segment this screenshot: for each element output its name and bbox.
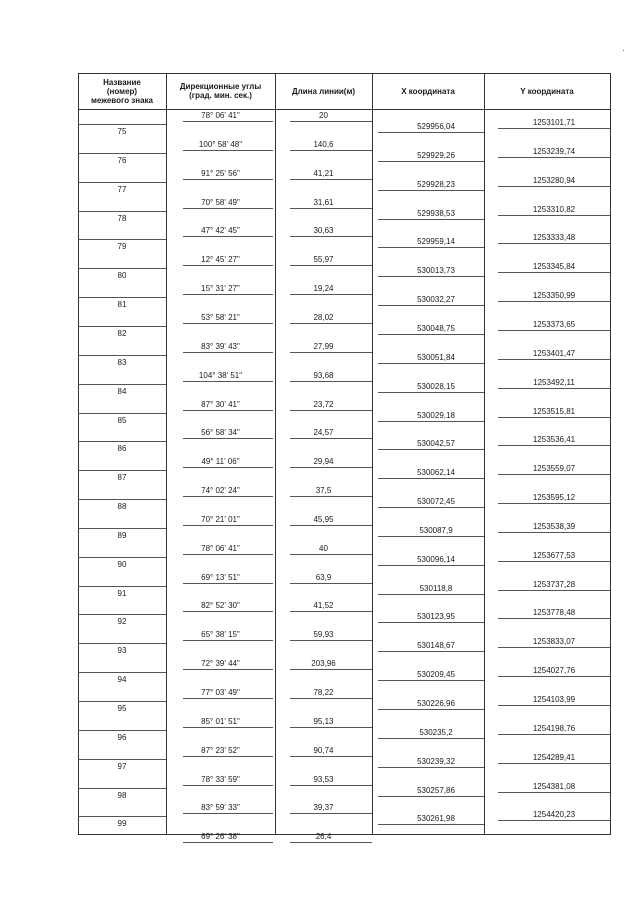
row-separator xyxy=(78,470,166,471)
segment-length: 27,99 xyxy=(313,341,334,351)
segment-length: 37,5 xyxy=(315,486,332,496)
header-name-line1: Название xyxy=(103,77,141,87)
row-underline xyxy=(183,208,273,209)
row-separator xyxy=(78,816,166,817)
row-underline xyxy=(290,785,372,786)
row-underline xyxy=(290,554,372,555)
segment-angle: 78° 06' 41" xyxy=(201,111,240,120)
row-underline xyxy=(498,618,610,619)
segment-length: 28,02 xyxy=(313,312,334,322)
row-underline xyxy=(378,651,484,652)
row-underline xyxy=(498,532,610,533)
row-separator xyxy=(78,413,166,414)
point-x-coordinate: 530209,45 xyxy=(417,670,455,680)
row-underline xyxy=(498,272,610,273)
row-underline xyxy=(183,640,273,641)
point-x-coordinate: 530123,95 xyxy=(417,612,455,622)
row-underline xyxy=(378,247,484,248)
point-x-coordinate: 530118,8 xyxy=(419,583,453,593)
row-underline xyxy=(290,410,372,411)
point-name: 87 xyxy=(117,473,127,483)
segment-angle: 87° 30' 41" xyxy=(201,399,240,409)
segment-angle: 72° 39' 44" xyxy=(201,659,240,669)
row-underline xyxy=(183,438,273,439)
segment-angle: 69° 26' 38" xyxy=(201,832,240,842)
column-divider xyxy=(484,73,485,835)
point-name: 77 xyxy=(117,184,127,194)
row-underline xyxy=(183,179,273,180)
point-y-coordinate: 1254420,23 xyxy=(532,810,576,820)
point-name: 91 xyxy=(117,588,127,598)
point-y-coordinate: 1253280,94 xyxy=(532,175,576,185)
row-underline xyxy=(498,388,610,389)
point-x-coordinate: 529928,23 xyxy=(417,179,455,189)
point-name: 84 xyxy=(117,386,127,396)
point-y-coordinate: 1253310,82 xyxy=(532,204,576,214)
segment-angle: 77° 03' 49" xyxy=(201,688,240,697)
header-point-name xyxy=(78,73,166,109)
header-y-label: Y координата xyxy=(520,86,574,96)
row-underline xyxy=(378,796,484,797)
header-angles-line1: Дирекционные углы xyxy=(179,82,262,91)
row-underline xyxy=(378,680,484,681)
row-underline xyxy=(378,622,484,623)
row-underline xyxy=(290,756,372,757)
row-underline xyxy=(183,756,273,757)
row-underline xyxy=(290,208,372,209)
segment-angle: 78° 06' 41" xyxy=(201,543,240,553)
segment-angle: 12° 45' 27" xyxy=(201,255,240,265)
segment-angle: 69° 13' 51" xyxy=(201,572,240,582)
segment-length: 39,37 xyxy=(313,803,334,813)
point-name: 81 xyxy=(117,300,127,310)
row-underline xyxy=(498,474,610,475)
point-x-coordinate: 530051,84 xyxy=(417,352,455,362)
row-underline xyxy=(498,417,610,418)
point-y-coordinate: 1253333,48 xyxy=(532,233,576,243)
point-name: 97 xyxy=(117,761,127,771)
row-underline xyxy=(183,265,273,266)
row-underline xyxy=(378,824,484,825)
row-underline xyxy=(290,265,372,266)
column-divider xyxy=(372,73,373,835)
row-underline xyxy=(183,150,273,151)
point-y-coordinate: 1253833,07 xyxy=(532,637,576,647)
row-underline xyxy=(183,583,273,584)
row-underline xyxy=(290,150,372,151)
point-x-coordinate: 530062,14 xyxy=(417,468,455,478)
segment-length: 19,24 xyxy=(313,284,334,294)
point-y-coordinate: 1253538,39 xyxy=(532,521,576,531)
segment-angle: 85° 01' 51" xyxy=(201,716,240,726)
row-separator xyxy=(78,586,166,587)
row-separator xyxy=(78,441,166,442)
row-separator xyxy=(78,528,166,529)
row-underline xyxy=(378,132,484,133)
row-separator xyxy=(78,211,166,212)
point-x-coordinate: 530072,45 xyxy=(417,497,455,507)
point-y-coordinate: 1254103,99 xyxy=(532,695,576,704)
row-underline xyxy=(183,611,273,612)
point-x-coordinate: 530029,18 xyxy=(417,410,455,420)
point-x-coordinate: 530261,98 xyxy=(417,814,455,824)
segment-length: 41,52 xyxy=(313,601,334,611)
segment-angle: 82° 52' 30" xyxy=(201,601,240,611)
point-name: 94 xyxy=(117,675,127,685)
point-y-coordinate: 1253677,53 xyxy=(532,550,576,560)
point-x-coordinate: 530048,75 xyxy=(417,323,455,333)
row-underline xyxy=(498,445,610,446)
row-underline xyxy=(290,525,372,526)
point-name: 99 xyxy=(117,819,127,829)
header-line-length xyxy=(275,73,372,109)
segment-length: 55,97 xyxy=(313,255,334,265)
point-y-coordinate: 1254027,76 xyxy=(532,666,576,676)
point-y-coordinate: 1254198,76 xyxy=(532,723,576,733)
point-x-coordinate: 530013,73 xyxy=(417,266,455,276)
row-separator xyxy=(78,730,166,731)
row-underline xyxy=(498,792,610,793)
row-underline xyxy=(498,128,610,129)
point-x-coordinate: 530226,96 xyxy=(417,699,455,708)
header-x-label: X координата xyxy=(401,86,455,96)
segment-angle: 65° 38' 15" xyxy=(201,630,240,640)
row-separator xyxy=(78,672,166,673)
row-underline xyxy=(290,640,372,641)
segment-length: 29,94 xyxy=(313,457,334,467)
scan-speck xyxy=(623,50,624,51)
point-x-coordinate: 530087,9 xyxy=(419,525,453,535)
row-underline xyxy=(290,121,372,122)
header-angles-line2: (град. мин. сек.) xyxy=(189,91,252,100)
segment-length: 23,72 xyxy=(313,399,334,409)
point-name: 75 xyxy=(117,127,127,136)
row-underline xyxy=(378,767,484,768)
point-x-coordinate: 529959,14 xyxy=(417,237,455,247)
point-name: 88 xyxy=(117,502,127,512)
row-underline xyxy=(183,352,273,353)
point-name: 98 xyxy=(117,790,127,800)
row-separator xyxy=(78,643,166,644)
segment-angle: 49° 11' 06" xyxy=(201,457,240,467)
row-underline xyxy=(378,161,484,162)
row-underline xyxy=(498,705,610,706)
row-underline xyxy=(183,236,273,237)
segment-length: 30,63 xyxy=(313,226,334,236)
segment-angle: 78° 33' 59" xyxy=(201,774,240,784)
row-underline xyxy=(378,421,484,422)
row-separator xyxy=(78,499,166,500)
row-underline xyxy=(183,842,273,843)
row-underline xyxy=(183,121,273,122)
row-underline xyxy=(498,215,610,216)
segment-length: 20 xyxy=(319,111,328,120)
header-divider xyxy=(78,109,611,110)
point-name: 89 xyxy=(117,530,127,540)
row-underline xyxy=(290,438,372,439)
point-name: 95 xyxy=(117,704,127,713)
point-name: 90 xyxy=(117,559,127,569)
point-y-coordinate: 1254289,41 xyxy=(532,752,576,762)
point-name: 96 xyxy=(117,732,127,742)
table-border-right xyxy=(610,73,611,835)
point-y-coordinate: 1253536,41 xyxy=(532,435,576,445)
segment-length: 41,21 xyxy=(313,168,334,178)
segment-length: 40 xyxy=(319,543,328,553)
row-separator xyxy=(78,268,166,269)
row-underline xyxy=(290,813,372,814)
segment-length: 203,96 xyxy=(311,659,336,669)
header-directional-angles xyxy=(166,73,275,109)
row-underline xyxy=(378,276,484,277)
segment-length: 78,22 xyxy=(313,688,334,697)
row-separator xyxy=(78,297,166,298)
row-underline xyxy=(498,734,610,735)
row-underline xyxy=(378,219,484,220)
row-underline xyxy=(378,709,484,710)
segment-angle: 15° 31' 27" xyxy=(201,284,240,294)
row-underline xyxy=(378,507,484,508)
row-underline xyxy=(183,727,273,728)
row-underline xyxy=(498,676,610,677)
row-underline xyxy=(498,359,610,360)
point-x-coordinate: 530096,14 xyxy=(417,554,455,564)
row-underline xyxy=(378,565,484,566)
point-y-coordinate: 1253559,07 xyxy=(532,464,576,474)
row-underline xyxy=(498,503,610,504)
segment-length: 26,4 xyxy=(315,832,332,842)
point-name: 78 xyxy=(117,213,127,223)
row-underline xyxy=(183,294,273,295)
segment-length: 45,95 xyxy=(313,514,334,524)
row-underline xyxy=(498,330,610,331)
row-underline xyxy=(183,496,273,497)
boundary-points-table xyxy=(78,73,611,842)
point-y-coordinate: 1253737,28 xyxy=(532,579,576,589)
row-underline xyxy=(183,554,273,555)
row-underline xyxy=(183,410,273,411)
row-underline xyxy=(290,179,372,180)
row-separator xyxy=(78,701,166,702)
point-y-coordinate: 1253373,65 xyxy=(532,319,576,329)
point-x-coordinate: 530148,67 xyxy=(417,641,455,651)
row-separator xyxy=(78,182,166,183)
row-underline xyxy=(498,561,610,562)
row-separator xyxy=(78,239,166,240)
point-x-coordinate: 530042,57 xyxy=(417,439,455,449)
row-underline xyxy=(498,763,610,764)
segment-angle: 100° 58' 48" xyxy=(198,139,243,149)
row-underline xyxy=(378,594,484,595)
point-name: 86 xyxy=(117,444,127,454)
point-x-coordinate: 530257,86 xyxy=(417,785,455,795)
row-underline xyxy=(378,392,484,393)
header-y-coordinate xyxy=(484,73,610,109)
header-name-line3: межевого знака xyxy=(90,95,154,105)
row-underline xyxy=(183,323,273,324)
point-name: 85 xyxy=(117,415,127,425)
row-underline xyxy=(290,496,372,497)
point-y-coordinate: 1253350,99 xyxy=(532,291,576,301)
row-underline xyxy=(290,583,372,584)
row-underline xyxy=(183,785,273,786)
point-y-coordinate: 1253401,47 xyxy=(532,348,576,358)
header-x-coordinate xyxy=(372,73,484,109)
row-underline xyxy=(183,813,273,814)
header-length-label: Длина линии(м) xyxy=(291,86,356,96)
row-underline xyxy=(290,323,372,324)
segment-length: 31,61 xyxy=(313,197,334,207)
point-name: 83 xyxy=(117,357,127,367)
segment-angle: 83° 59' 33" xyxy=(201,803,240,813)
row-underline xyxy=(378,190,484,191)
row-underline xyxy=(290,236,372,237)
row-underline xyxy=(378,449,484,450)
row-underline xyxy=(290,381,372,382)
point-y-coordinate: 1253345,84 xyxy=(532,262,576,272)
segment-length: 59,93 xyxy=(313,630,334,640)
segment-length: 63,9 xyxy=(315,572,332,582)
point-x-coordinate: 530235,2 xyxy=(419,727,453,737)
point-y-coordinate: 1253778,48 xyxy=(532,608,576,618)
point-name: 79 xyxy=(117,242,127,252)
segment-angle: 47° 42' 45" xyxy=(201,226,240,236)
row-underline xyxy=(183,381,273,382)
point-x-coordinate: 529956,04 xyxy=(417,122,455,131)
row-underline xyxy=(290,352,372,353)
row-underline xyxy=(290,611,372,612)
row-separator xyxy=(78,326,166,327)
point-name: 80 xyxy=(117,271,127,281)
segment-angle: 53° 58' 21" xyxy=(201,312,240,322)
row-separator xyxy=(78,355,166,356)
row-underline xyxy=(290,294,372,295)
point-x-coordinate: 530239,32 xyxy=(417,756,455,766)
segment-length: 24,57 xyxy=(313,428,334,438)
point-y-coordinate: 1253515,81 xyxy=(532,406,576,416)
point-name: 82 xyxy=(117,328,127,338)
segment-angle: 104° 38' 51" xyxy=(198,370,243,380)
row-separator xyxy=(78,153,166,154)
point-x-coordinate: 529938,53 xyxy=(417,208,455,218)
segment-angle: 56° 58' 34" xyxy=(201,428,240,438)
row-separator xyxy=(78,788,166,789)
segment-angle: 83° 39' 43" xyxy=(201,341,240,351)
row-underline xyxy=(498,590,610,591)
point-x-coordinate: 529929,26 xyxy=(417,150,455,160)
row-underline xyxy=(498,647,610,648)
segment-length: 140,6 xyxy=(313,139,334,149)
row-underline xyxy=(378,305,484,306)
point-y-coordinate: 1254381,08 xyxy=(532,781,576,791)
row-underline xyxy=(378,536,484,537)
row-underline xyxy=(290,669,372,670)
row-underline xyxy=(498,243,610,244)
segment-angle: 74° 02' 24" xyxy=(201,486,240,496)
row-underline xyxy=(183,467,273,468)
row-underline xyxy=(290,842,372,843)
point-y-coordinate: 1253595,12 xyxy=(532,493,576,503)
segment-angle: 87° 23' 52" xyxy=(201,745,240,755)
point-name: 93 xyxy=(117,646,127,656)
row-underline xyxy=(378,478,484,479)
row-underline xyxy=(498,157,610,158)
row-underline xyxy=(183,698,273,699)
segment-length: 95,13 xyxy=(313,716,334,726)
point-x-coordinate: 530028,15 xyxy=(417,381,455,391)
row-underline xyxy=(183,525,273,526)
segment-angle: 70° 21' 01" xyxy=(201,514,240,524)
point-y-coordinate: 1253492,11 xyxy=(533,377,575,387)
row-underline xyxy=(290,467,372,468)
segment-length: 90,74 xyxy=(313,745,334,755)
segment-length: 93,68 xyxy=(313,370,334,380)
segment-angle: 70° 58' 49" xyxy=(201,197,240,207)
segment-length: 93,53 xyxy=(313,774,334,784)
row-underline xyxy=(498,820,610,821)
row-separator xyxy=(78,124,166,125)
row-underline xyxy=(183,669,273,670)
row-underline xyxy=(378,738,484,739)
row-underline xyxy=(378,334,484,335)
point-y-coordinate: 1253101,71 xyxy=(532,118,576,127)
row-separator xyxy=(78,557,166,558)
point-x-coordinate: 530032,27 xyxy=(417,295,455,305)
row-separator xyxy=(78,614,166,615)
point-name: 92 xyxy=(117,617,127,627)
row-underline xyxy=(290,698,372,699)
point-y-coordinate: 1253239,74 xyxy=(532,146,576,156)
row-separator xyxy=(78,384,166,385)
row-underline xyxy=(498,186,610,187)
row-underline xyxy=(498,301,610,302)
segment-angle: 91° 25' 56" xyxy=(201,168,240,178)
row-separator xyxy=(78,759,166,760)
point-name: 76 xyxy=(117,155,127,165)
row-underline xyxy=(290,727,372,728)
row-underline xyxy=(378,363,484,364)
header-name-line2: (номер) xyxy=(106,86,138,96)
